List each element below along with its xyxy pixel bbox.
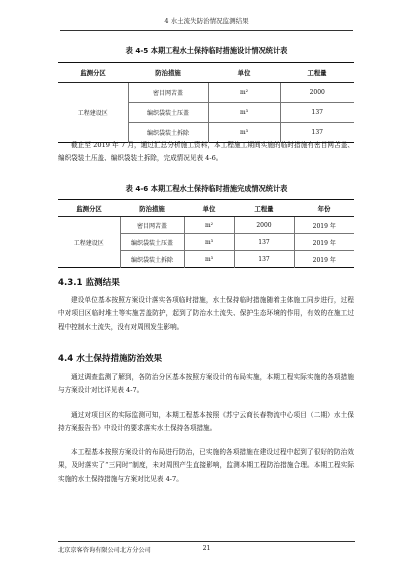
table-cell: 137 <box>280 103 354 123</box>
section-heading-4-4: 4.4 水土保持措施防治效果 <box>58 354 163 364</box>
table1-caption: 表 4-5 本期工程水土保持临时措施设计情况统计表 <box>125 46 288 55</box>
table1 <box>58 62 354 143</box>
table1-zone-cell: 工程建设区 <box>77 110 108 117</box>
table-cell: 2019 年 <box>294 217 354 234</box>
table-cell: 编织袋装土压盖 <box>128 103 208 123</box>
table2-col-measure: 防治措施 <box>120 200 184 217</box>
table-row <box>58 83 354 103</box>
table-cell: m² <box>208 83 280 103</box>
paragraph-effect-1: 通过调查监测了解到，各防治分区基本按照方案设计的布局实施，本期工程实际实施的各项措施与方案设计对比详见表 4-7。 <box>58 373 354 395</box>
table-row <box>58 217 354 234</box>
table-cell: 密目网苫盖 <box>120 217 184 234</box>
table2-header-row <box>58 200 354 217</box>
table-cell: 密目网苫盖 <box>128 83 208 103</box>
page-number: 21 <box>202 545 211 552</box>
table2 <box>58 199 354 268</box>
page-footer <box>58 541 355 554</box>
running-header: 4 水土流失防治情况监测结果 <box>60 16 353 31</box>
table-cell: 2019 年 <box>294 251 354 268</box>
table-cell: 2000 <box>280 83 354 103</box>
table-cell: m² <box>184 217 234 234</box>
table2-zone-cell: 工程建设区 <box>73 239 104 247</box>
paragraph-monitoring-result: 建设单位基本按照方案设计落实各项临时措施，水土保持临时措施随着主体施工同步进行，过程中对项目区临时堆土等实施苫盖防护，起到了防治水土流失、保护生态环境的作用，有效的在施工过程中控制水土流失，没有对周围发生影响。 <box>58 296 354 331</box>
table-cell: 137 <box>234 234 294 251</box>
footer-organization: 北京京客咨询有限公司北方分公司 <box>58 547 151 554</box>
table-cell: m³ <box>208 123 280 143</box>
table-cell: 2019 年 <box>294 234 354 251</box>
table-cell: 编织袋装土拆除 <box>128 123 208 143</box>
table-cell: 编织袋装土压盖 <box>120 234 184 251</box>
table-cell: 编织袋装土拆除 <box>120 251 184 268</box>
table1-col-qty: 工程量 <box>280 63 354 83</box>
section-heading-4-3-1: 4.3.1 监测结果 <box>58 278 120 288</box>
paragraph-summary: 截止至 2019 年 7 月，通过汇总分析施工资料，本工程施工期间实施的临时措施有密目网苫盖、编织袋装土压盖、编织袋装土拆除，完成情况见表 4-6。 <box>58 141 354 163</box>
table-cell: 2000 <box>234 217 294 234</box>
table2-col-unit: 单位 <box>184 200 234 217</box>
table-cell: m³ <box>184 234 234 251</box>
table2-col-year: 年份 <box>294 200 354 217</box>
table-cell: m³ <box>208 103 280 123</box>
table1-col-measure: 防治措施 <box>128 63 208 83</box>
table1-col-zone: 监测分区 <box>58 63 128 83</box>
table2-col-qty: 工程量 <box>234 200 294 217</box>
table1-col-unit: 单位 <box>208 63 280 83</box>
table-cell: 137 <box>234 251 294 268</box>
table2-caption: 表 4-6 本期工程水土保持临时措施完成情况统计表 <box>125 184 288 193</box>
table2-col-zone: 监测分区 <box>58 200 120 217</box>
paragraph-effect-2: 通过对项目区的实际监测可知，本期工程基本按照《苏宁云商长春物流中心项目（二期）水土保持方案报告书》中设计的要求落实水土保持各项措施。 <box>58 411 354 433</box>
table-cell: m³ <box>184 251 234 268</box>
paragraph-effect-3: 本工程基本按照方案设计的布局进行防治，已实施的各项措施在建设过程中起到了很好的防治效果，及时落实了“三同时”制度，未对周围产生直接影响，监测本期工程防治措施合理。本期工程实际实施的水土保持措施与方案对比见表 4-7。 <box>58 448 354 483</box>
table-cell: 137 <box>280 123 354 143</box>
table1-header-row <box>58 63 354 83</box>
